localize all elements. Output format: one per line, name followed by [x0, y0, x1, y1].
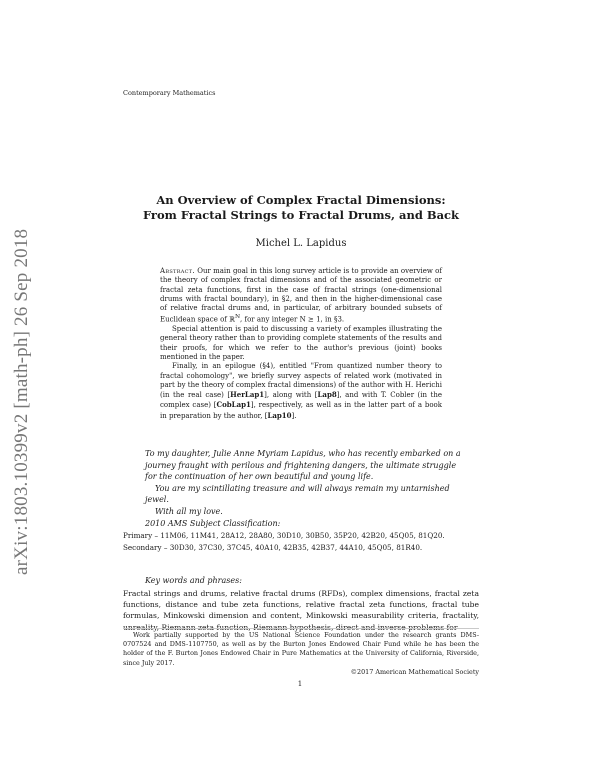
author-name: Michel L. Lapidus: [255, 238, 347, 249]
copyright-notice: ©2017 American Mathematical Society: [350, 668, 479, 676]
classification-secondary: Secondary – 30D30, 37C30, 37C45, 40A10, 42B35, 42B37, 44A10, 45Q05, 81R40.: [123, 543, 423, 552]
dedication-paragraph-1: To my daughter, Julie Anne Myriam Lapidus, who has recently embarked on a journey fraught with perilous and frightening dangers, the ultimate struggle for the continuation of her own beautiful and young life.: [145, 449, 461, 481]
arxiv-identifier-stamp: arXiv:1803.10399v2 [math-ph] 26 Sep 2018: [11, 228, 32, 575]
title-line-2: From Fractal Strings to Fractal Drums, and Back: [142, 208, 460, 222]
page-number: 1: [297, 680, 303, 688]
abstract-paragraph-1: Abstract. Our main goal in this long survey article is to provide an overview of the theory of complex fractal dimensions and of the associated geometric or fractal zeta functions, first in the case of fractal strings (one-dimensional drums with fractal boundary), in §2, and then in the higher-dimensional case of relative fractal drums and, in particular, of arbitrary bounded subsets of Euclidean space of ℝ$^N$, for any integer N ≥ 1, in §3.: [160, 267, 442, 324]
dedication-paragraph-3: With all my love.: [155, 506, 223, 516]
citation-coblap1[interactable]: CobLap1: [216, 400, 251, 410]
abstract-paragraph-3: Finally, in an epilogue (§4), entitled "From quantized number theory to fractal cohomology", we briefly survey aspects of related work (motivated in part by the theory of complex fractal dimensions) of the author with H. Herichi (in the real case) [HerLap1], along with [Lap8], and with T. Cobler (in the complex case) [CobLap1], respectively, as well as in the latter part of a book in preparation by the author, [Lap10].: [160, 362, 442, 420]
abstract-paragraph-2: Special attention is paid to discussing a variety of examples illustrating the general theory rather than to providing complete statements of the results and their proofs, for which we refer to the author's previous (joint) books mentioned in the paper.: [160, 325, 442, 361]
keywords-heading: Key words and phrases:: [145, 576, 242, 585]
citation-lap8[interactable]: Lap8: [317, 390, 337, 400]
dedication: [145, 448, 465, 517]
classification-primary: Primary – 11M06, 11M41, 28A12, 28A80, 30D10, 30B50, 35P20, 42B20, 45Q05, 81Q20.: [123, 531, 445, 540]
citation-herlap1[interactable]: HerLap1: [230, 390, 265, 400]
abstract-block: [160, 267, 442, 421]
dedication-paragraph-2: You are my scintillating treasure and will always remain my untarnished jewel.: [145, 483, 450, 504]
funding-footnote: [123, 631, 479, 668]
footnote-divider: [123, 628, 479, 629]
journal-series: Contemporary Mathematics: [123, 89, 216, 97]
title-line-1: An Overview of Complex Fractal Dimensions:: [156, 193, 446, 207]
abstract-label: Abstract.: [160, 267, 195, 275]
footnote-text: Work partially supported by the US National Science Foundation under the research grants DMS-0707524 and DMS-1107750, as well as by the Burton Jones Endowed Chair Fund while he has been the holder of the F. Burton Jones Endowed Chair in Pure Mathematics at the University of California, Riverside, since July 2017.: [123, 631, 479, 667]
classification-heading: 2010 AMS Subject Classification:: [145, 519, 281, 528]
paper-title: [123, 193, 479, 223]
keywords-text: Fractal strings and drums, relative fractal drums (RFDs), complex dimensions, fractal zeta functions, distance and tube zeta functions, relative fractal zeta functions, fractal tube formulas, Minkowski dimension and content, Minkowski measurability criteria, fractality,: [123, 589, 479, 621]
citation-lap10[interactable]: Lap10: [267, 410, 292, 420]
